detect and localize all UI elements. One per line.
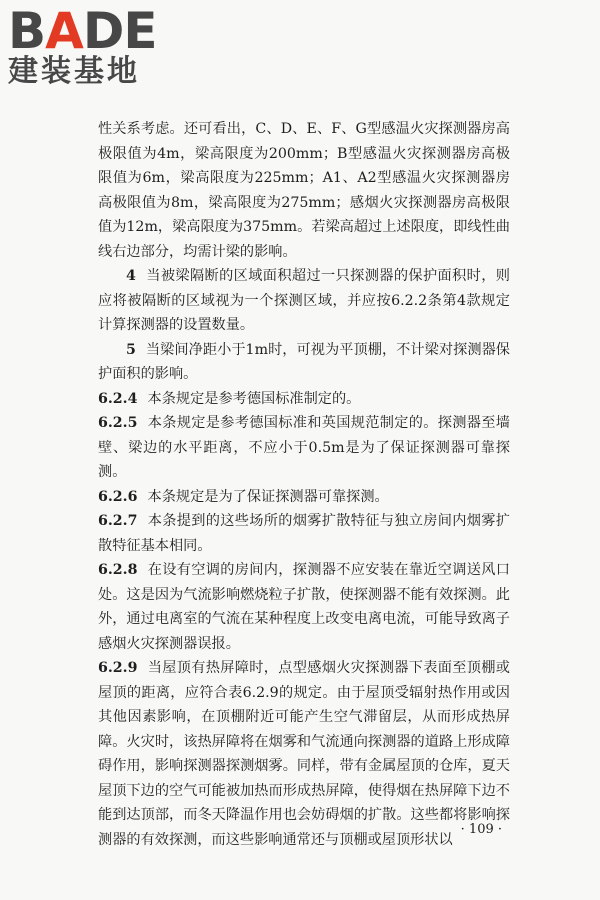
clause-number: 5: [126, 341, 136, 358]
logo-subtitle: 建装基地: [8, 54, 140, 89]
logo-wordmark: BADE: [8, 2, 157, 60]
paragraph: [98, 264, 510, 338]
clause-number: 6.2.8: [98, 562, 138, 578]
page-number: · 109 ·: [460, 822, 502, 837]
paragraph: [98, 509, 510, 558]
clause-number: 6.2.9: [98, 660, 138, 676]
clause-number: 6.2.5: [98, 415, 138, 431]
document-body: [98, 117, 510, 852]
clause-number: 6.2.6: [98, 488, 138, 505]
clause-number: 6.2.7: [98, 513, 138, 529]
paragraph: [98, 485, 510, 510]
paragraph-text: 在设有空调的房间内，探测器不应安装在靠近空调送风口处。这是因为气流影响燃烧粒子扩散，使探测器不能有效探测。此外，通过电离室的气流在某种程度上改变电离电流，可能导致离子感烟火灾探测器误报。: [98, 562, 510, 652]
paragraph: [98, 117, 510, 264]
brand-logo: [8, 2, 178, 96]
clause-number: 6.2.4: [98, 390, 138, 407]
paragraph-text: 本条规定是为了保证探测器可靠探测。: [147, 488, 389, 505]
paragraph-text: 本条规定是参考德国标准制定的。: [147, 390, 361, 407]
paragraph-text: 本条规定是参考德国标准和英国规范制定的。探测器至墙壁、梁边的水平距离，不应小于0.5m是为了保证探测器可靠探测。: [98, 415, 510, 480]
paragraph-text: 当梁间净距小于1m时，可视为平顶棚，不计梁对探测器保护面积的影响。: [98, 341, 510, 382]
paragraph-text: 性关系考虑。还可看出，C、D、E、F、G型感温火灾探测器房高极限值为4m，梁高限度为200mm；B型感温火灾探测器房高极限值为6m，梁高限度为225mm；A1、A2型感温火灾探测器房高极限值为8m，梁高限度为275mm；感烟火灾探测器房高极限值为12m，梁高限度为375mm。若梁高超过上述限度，即线性曲线右边部分，均需计梁的影响。: [98, 121, 510, 260]
paragraph-text: 当被梁隔断的区域面积超过一只探测器的保护面积时，则应将被隔断的区域视为一个探测区域，并应按6.2.2条第4款规定计算探测器的设置数量。: [98, 268, 510, 333]
paragraph-text: 本条提到的这些场所的烟雾扩散特征与独立房间内烟雾扩散特征基本相同。: [98, 513, 510, 554]
paragraph: [98, 411, 510, 485]
paragraph: [98, 558, 510, 656]
paragraph: [98, 656, 510, 852]
clause-number: 4: [126, 268, 136, 284]
paragraph-text: 当屋顶有热屏障时，点型感烟火灾探测器下表面至顶棚或屋顶的距离，应符合表6.2.9的规定。由于屋顶受辐射热作用或因其他因素影响，在顶棚附近可能产生空气滞留层，从而形成热屏障。火灾时，该热屏障将在烟雾和气流通向探测器的道路上形成障碍作用，影响探测器探测烟雾。同样，带有金属屋顶的仓库，夏天屋顶下边的空气可能被加热而形成热屏障，使得烟在热屏障下边不能到达顶部，而冬天降温作用也会妨碍烟的扩散。这些都将影响探测器的有效探测，而这些影响通常还与顶棚或屋顶形状以: [98, 660, 510, 848]
paragraph: [98, 338, 510, 387]
paragraph: [98, 387, 510, 412]
